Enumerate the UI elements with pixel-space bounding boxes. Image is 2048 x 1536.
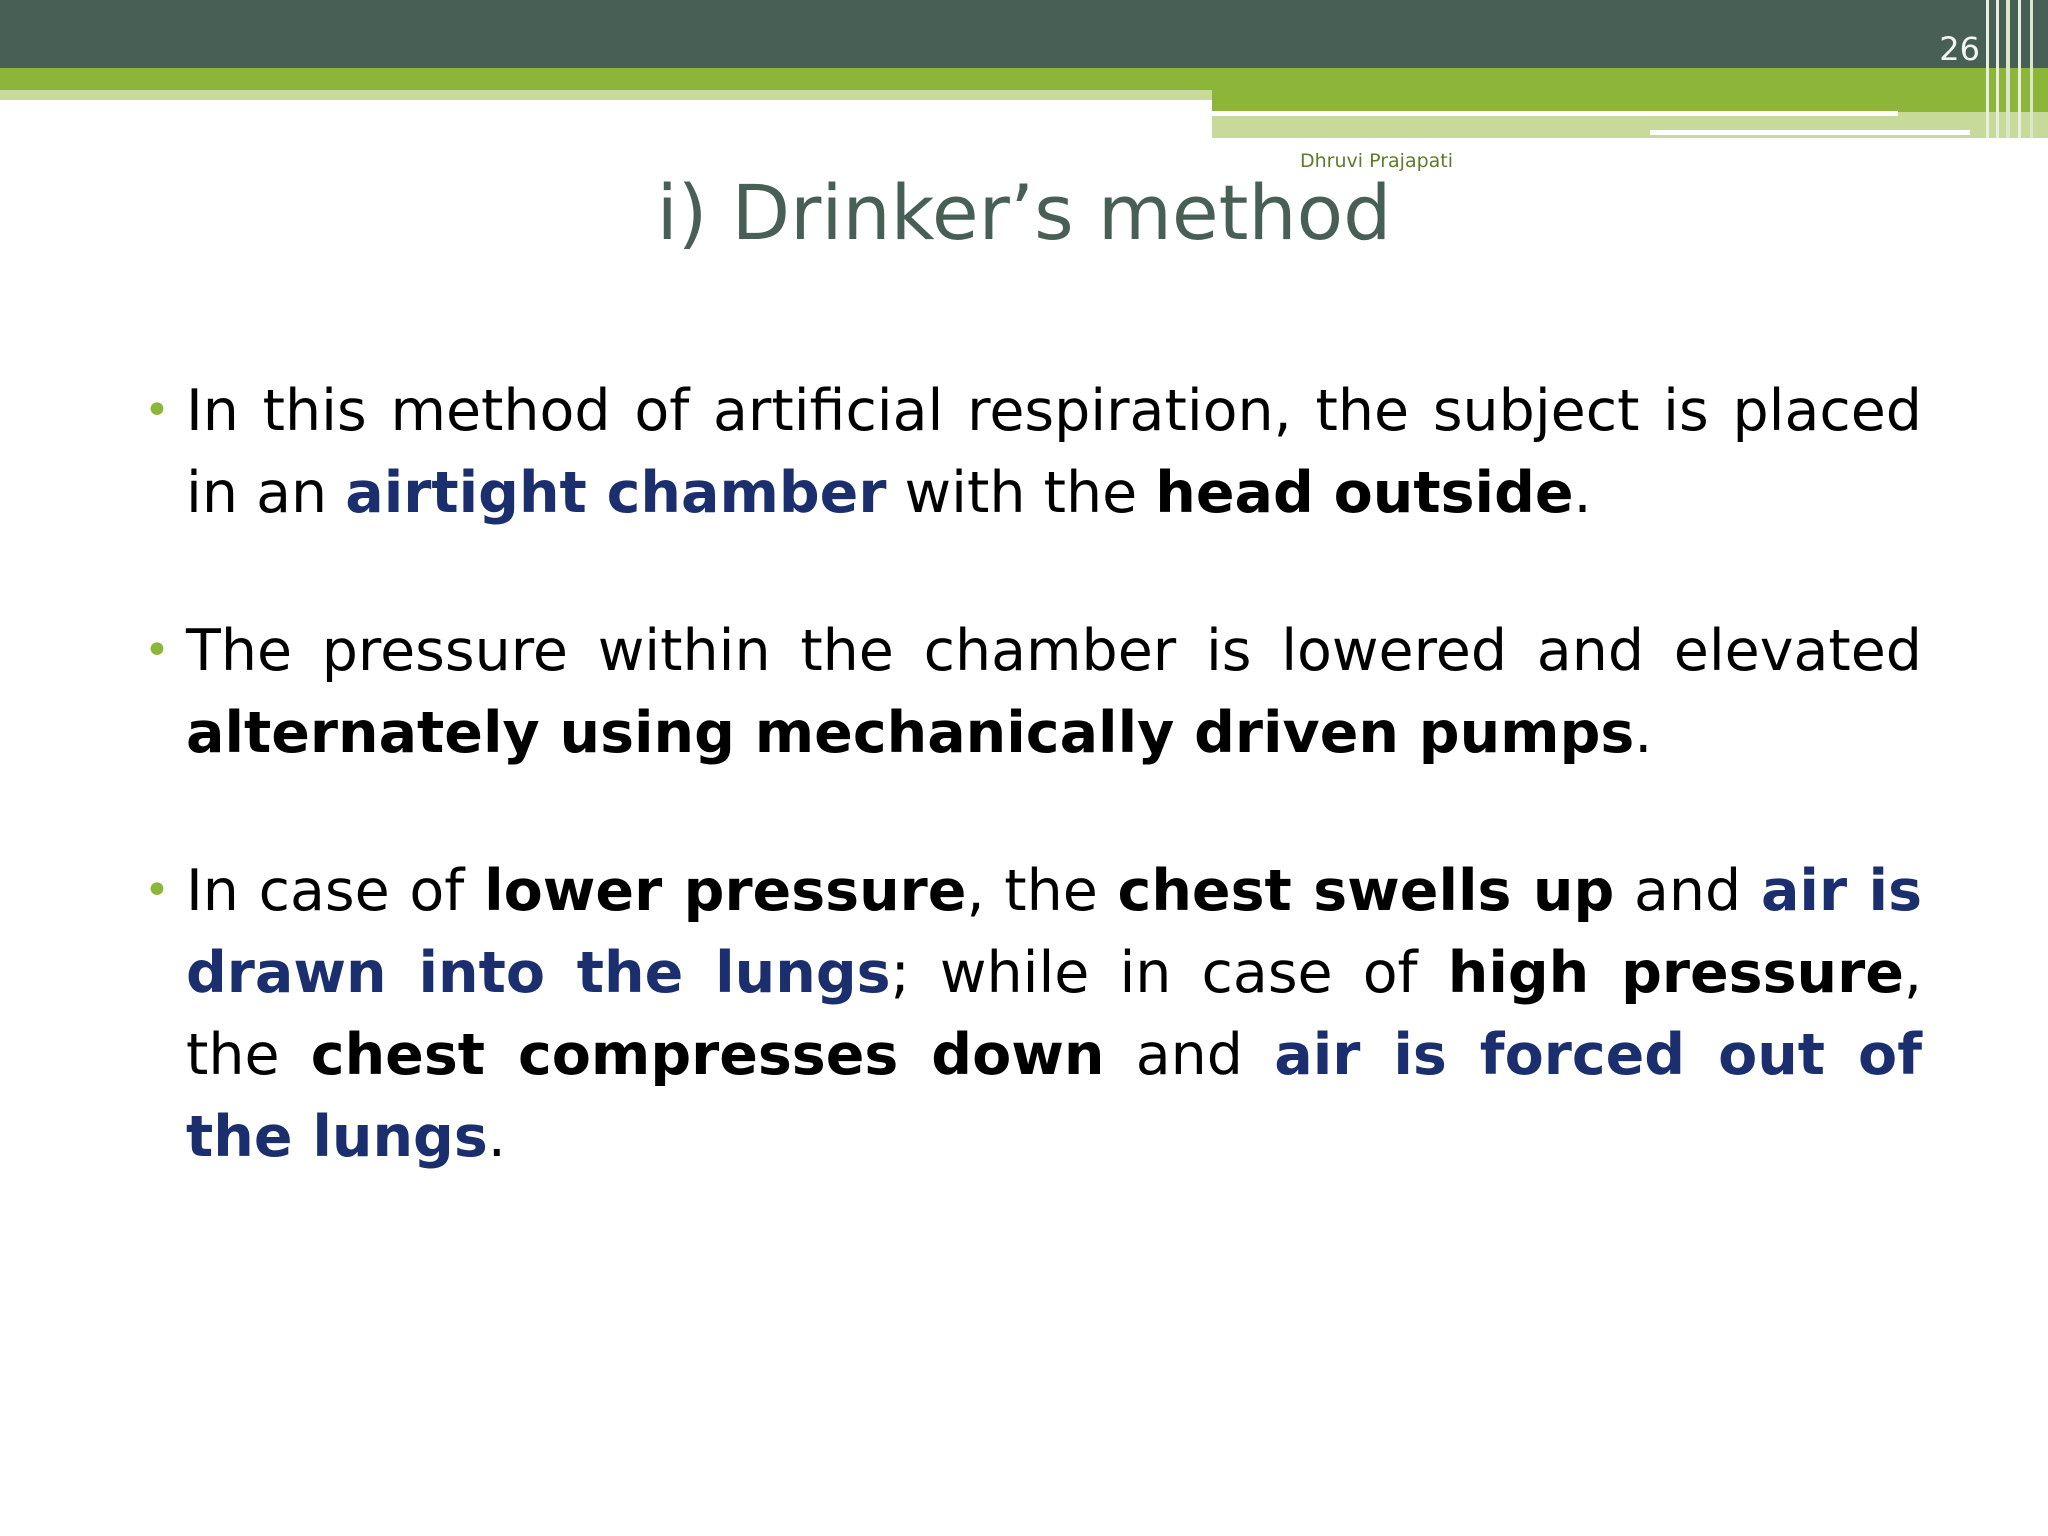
page-number: 26 <box>1939 30 1980 68</box>
bullet-text: , the <box>186 940 1922 1088</box>
header-vertical-stripe <box>2006 0 2010 138</box>
bullet-item <box>140 610 1922 774</box>
header-green-band <box>0 68 2048 90</box>
bullet-text: . <box>487 1104 506 1170</box>
slide-title: i) Drinker’s method <box>656 168 1392 257</box>
bullet-text: , the <box>966 858 1118 924</box>
header-dark-band <box>0 0 2048 68</box>
bullet-bold-text: chest compresses down <box>310 1022 1105 1088</box>
bullet-text: and <box>1104 1022 1275 1088</box>
bullet-text: with the <box>886 460 1156 526</box>
bullet-text: . <box>1634 700 1653 766</box>
header-vertical-stripe <box>1996 0 1999 138</box>
bullet-bold-text: lower pressure <box>484 858 967 924</box>
bullet-text: The pressure within the chamber is lowered and elevated <box>186 618 1922 684</box>
bullet-bold-text: alternately using mechanically driven pumps <box>186 700 1635 766</box>
header-vertical-stripe <box>2018 0 2021 138</box>
bullet-list <box>140 370 1922 1254</box>
bullet-text: ; while in case of <box>890 940 1448 1006</box>
bullet-text: In this method of artificial respiration, the subject is placed in an <box>186 378 1922 526</box>
bullet-item <box>140 850 1922 1178</box>
bullet-bold-text: chest swells up <box>1117 858 1615 924</box>
header-vertical-stripe <box>1986 0 1989 138</box>
bullet-dot-icon: • <box>144 625 170 676</box>
bullet-text: and <box>1614 858 1761 924</box>
bullet-highlight-text: air is drawn into the lungs <box>186 858 1922 1006</box>
bullet-bold-text: head outside <box>1155 460 1574 526</box>
header-green-band-right <box>1212 90 2048 112</box>
header-divider-line <box>1212 111 1898 116</box>
bullet-highlight-text: air is forced out of the lungs <box>186 1022 1922 1170</box>
header-divider-line-short <box>1650 130 1970 135</box>
bullet-text: In case of <box>186 858 485 924</box>
bullet-item <box>140 370 1922 534</box>
bullet-dot-icon: • <box>144 865 170 916</box>
bullet-text: . <box>1573 460 1592 526</box>
bullet-dot-icon: • <box>144 385 170 436</box>
author-name: Dhruvi Prajapati <box>1300 150 1454 172</box>
header-light-band <box>0 90 1212 100</box>
header-vertical-stripe <box>2030 0 2033 138</box>
bullet-highlight-text: airtight chamber <box>345 460 887 526</box>
bullet-bold-text: high pressure <box>1447 940 1904 1006</box>
